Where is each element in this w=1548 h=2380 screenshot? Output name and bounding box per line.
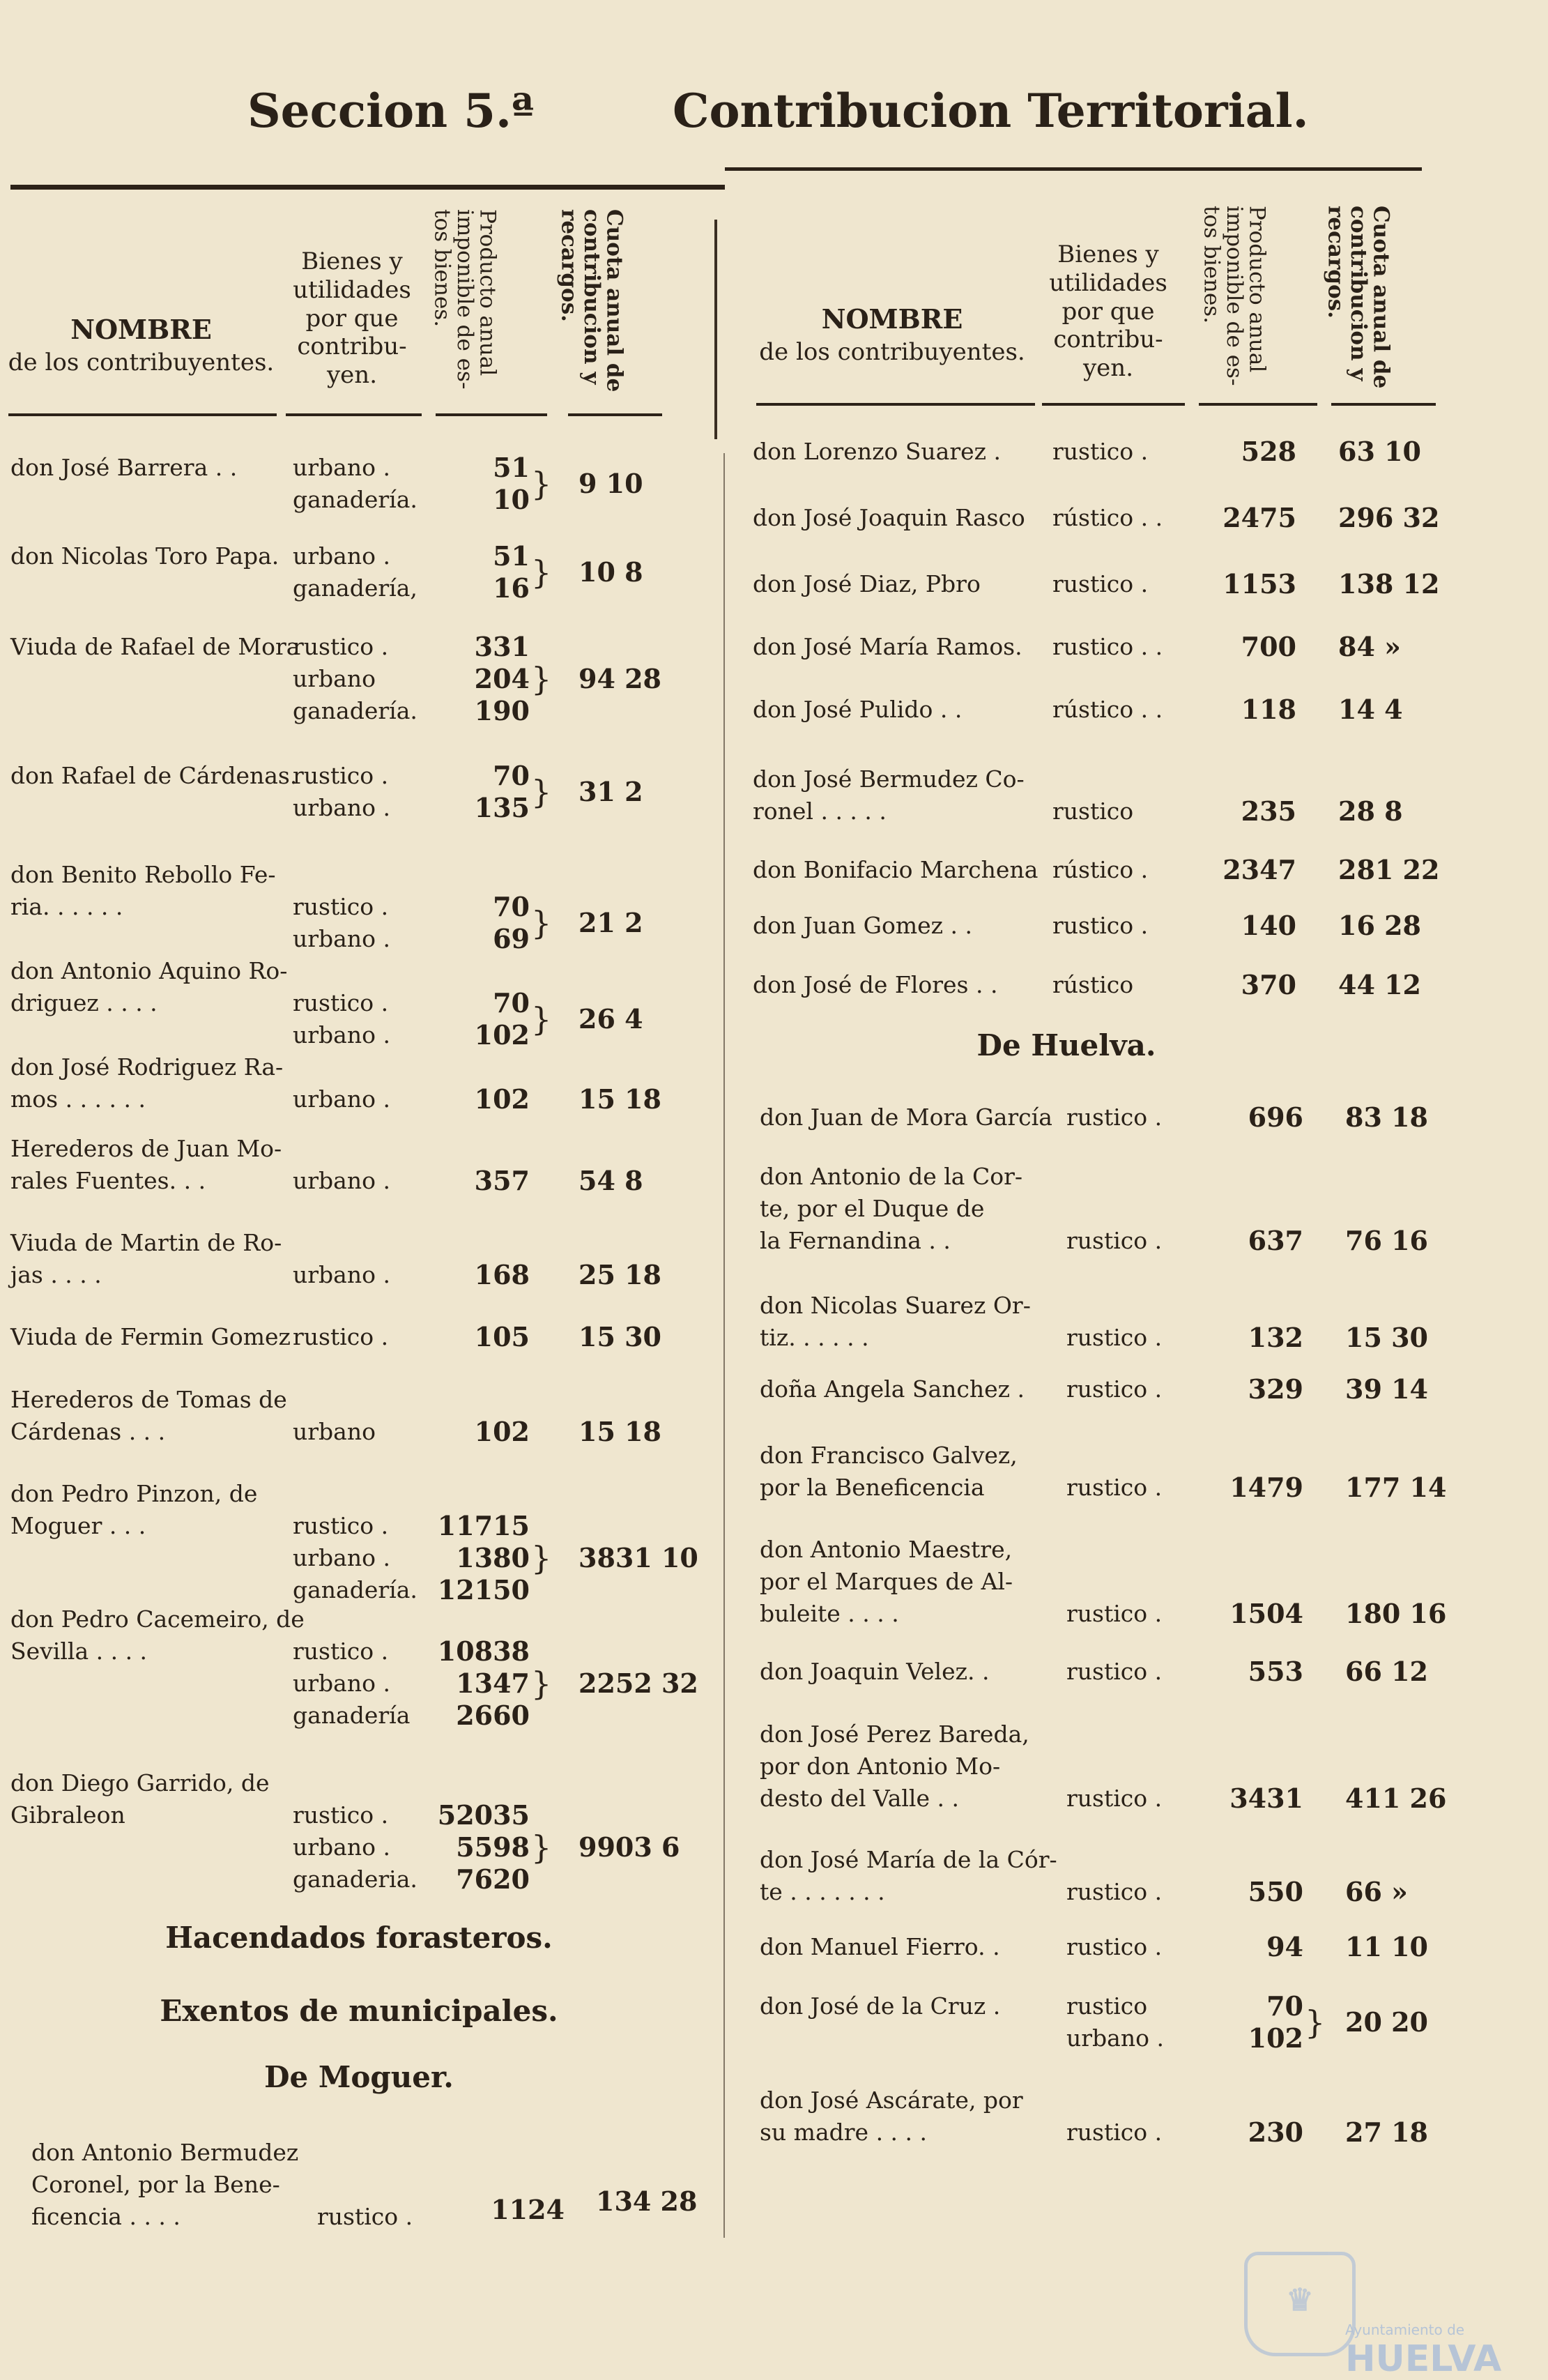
left-row-name: Viuda de Fermin Gomez	[10, 1323, 291, 1350]
left-row-producto: 51 16	[493, 540, 530, 604]
left-row-cuota: 54 8	[578, 1165, 643, 1196]
right-row-bienes: rustico	[1052, 798, 1134, 825]
left-row-cuota: 15 18	[578, 1083, 661, 1115]
right-row-producto: 528	[1241, 436, 1296, 467]
left-row-cuota: 3831 10	[578, 1542, 698, 1573]
right-row-cuota: 296 32	[1338, 502, 1440, 533]
right-row-cuota: 138 12	[1338, 568, 1440, 600]
watermark-small: Ayuntamiento de	[1345, 2321, 1465, 2338]
col-nombre-sub-right: de los contribuyentes.	[759, 338, 1025, 366]
left-row-name: don Benito Rebollo Fe- ria. . . . . .	[10, 861, 276, 920]
col-bienes: Bienes y utilidades por que contribu- yen.	[293, 247, 411, 390]
right-row-producto: 118	[1241, 694, 1296, 725]
left-row-cuota: 9903 6	[578, 1831, 680, 1863]
left-row-brace: }	[531, 773, 552, 811]
right-row2-producto: 329	[1248, 1373, 1303, 1405]
left-row-producto: 11715 1380 12150	[437, 1510, 530, 1605]
right-row2-brace: }	[1305, 2004, 1326, 2041]
right-row-bienes: rústico	[1052, 971, 1134, 998]
underline-bienes-right	[1042, 403, 1185, 406]
left-last-prod: 1124	[491, 2194, 565, 2225]
col-cuota: Cuota anual de contribucion y recargos.	[556, 209, 627, 392]
right-row2-name: don José Ascárate, por su madre . . . .	[760, 2087, 1023, 2146]
right-row2-bienes: rustico .	[1066, 1227, 1163, 1254]
right-row-name: don José Bermudez Co- ronel . . . . .	[753, 765, 1025, 825]
right-row-cuota: 281 22	[1338, 854, 1440, 885]
right-row2-name: don Manuel Fierro. .	[760, 1933, 1000, 1960]
right-row-producto: 370	[1241, 969, 1296, 1000]
right-row2-producto: 696	[1248, 1101, 1303, 1133]
right-row2-cuota: 76 16	[1345, 1225, 1428, 1256]
left-row-brace: }	[531, 465, 552, 503]
right-row-cuota: 16 28	[1338, 910, 1421, 941]
section-exentos: Exentos de municipales.	[160, 1994, 558, 2028]
right-row-cuota: 63 10	[1338, 436, 1421, 467]
left-row-name: don Nicolas Toro Papa.	[10, 542, 279, 570]
left-row-name: Herederos de Tomas de Cárdenas . . .	[10, 1386, 287, 1445]
left-row-producto: 70 135	[474, 760, 530, 823]
left-row-bienes: rustico . urbano . ganadería	[293, 1638, 411, 1729]
left-row-cuota: 26 4	[578, 1003, 643, 1035]
left-row-brace: }	[531, 660, 552, 698]
right-row-bienes: rustico . .	[1052, 633, 1163, 660]
left-row-bienes: urbano .	[293, 1167, 390, 1194]
left-row-brace: }	[531, 554, 552, 591]
left-row-name: Herederos de Juan Mo- rales Fuentes. . .	[10, 1135, 282, 1194]
right-row2-producto: 553	[1248, 1656, 1303, 1687]
left-row-bienes: urbano	[293, 1418, 376, 1445]
right-row-producto: 2347	[1223, 854, 1296, 885]
right-row2-bienes: rustico .	[1066, 1600, 1163, 1627]
right-row2-cuota: 11 10	[1345, 1931, 1428, 1962]
right-row2-name: don Nicolas Suarez Or- tiz. . . . . .	[760, 1292, 1031, 1351]
right-row2-cuota: 66 »	[1345, 1876, 1408, 1907]
left-row-cuota: 25 18	[578, 1259, 661, 1290]
center-divider-top	[714, 220, 717, 439]
right-row2-bienes: rustico .	[1066, 1658, 1163, 1685]
right-row2-producto: 132	[1248, 1322, 1303, 1353]
right-row-cuota: 28 8	[1338, 795, 1403, 827]
col-producto: Producto anual imponible de es- tos bienes.	[429, 209, 500, 390]
right-row2-cuota: 27 18	[1345, 2116, 1428, 2148]
right-row2-bienes: rustico .	[1066, 1104, 1163, 1131]
underline-producto-right	[1199, 403, 1317, 406]
right-row-name: don José Joaquin Rasco	[753, 504, 1025, 531]
left-row-bienes: rustico . urbano . ganadería.	[293, 1512, 417, 1603]
left-row-producto: 102	[474, 1083, 530, 1115]
right-row2-producto: 1479	[1229, 1472, 1303, 1503]
left-row-name: Viuda de Rafael de Mora	[10, 633, 300, 660]
left-row-brace: }	[531, 1539, 552, 1577]
right-row2-cuota: 411 26	[1345, 1783, 1447, 1814]
left-row-cuota: 15 18	[578, 1416, 661, 1447]
right-row2-bienes: rustico .	[1066, 1785, 1163, 1812]
left-row-cuota: 9 10	[578, 468, 643, 499]
left-row-producto: 52035 5598 7620	[437, 1799, 530, 1895]
right-row-cuota: 14 4	[1338, 694, 1403, 725]
right-row-name: don José Pulido . .	[753, 696, 963, 723]
col-cuota-right: Cuota anual de contribucion y recargos.	[1323, 206, 1394, 389]
underline-nombre-right	[756, 403, 1035, 406]
left-row-brace: }	[531, 1000, 552, 1038]
left-row-cuota: 94 28	[578, 663, 661, 694]
left-row-bienes: urbano . ganadería.	[293, 454, 417, 513]
right-row-name: don José Diaz, Pbro	[753, 570, 981, 597]
col-nombre-title-right: NOMBRE	[821, 303, 963, 335]
right-row-producto: 140	[1241, 910, 1296, 941]
left-row-bienes: rustico . urbano .	[293, 762, 390, 821]
right-row2-cuota: 180 16	[1345, 1598, 1447, 1629]
right-row2-producto: 1504	[1229, 1598, 1303, 1629]
col-nombre-title: NOMBRE	[70, 314, 212, 345]
right-row-name: don José de Flores . .	[753, 971, 998, 998]
left-row-brace: }	[531, 904, 552, 942]
left-row-cuota: 15 30	[578, 1321, 661, 1352]
left-row-bienes: rustico . urbano . ganaderia.	[293, 1801, 417, 1893]
left-row-name: don Antonio Aquino Ro- driguez . . . .	[10, 957, 288, 1016]
right-row2-bienes: rustico .	[1066, 1878, 1163, 1905]
col-producto-right: Producto anual imponible de es- tos bienes.	[1199, 206, 1270, 386]
right-row-bienes: rustico .	[1052, 570, 1149, 597]
right-row2-name: don José Perez Bareda, por don Antonio Mo- desto del Valle . .	[760, 1721, 1029, 1812]
right-row-bienes: rústico . .	[1052, 696, 1163, 723]
left-row-name: don Pedro Cacemeiro, de Sevilla . . . .	[10, 1605, 305, 1665]
left-row-producto: 357	[474, 1165, 530, 1196]
underline-cuota-right	[1331, 403, 1436, 406]
watermark-big: HUELVA	[1345, 2338, 1502, 2380]
left-row-bienes: rustico . urbano .	[293, 893, 390, 952]
right-row2-bienes: rustico .	[1066, 1324, 1163, 1351]
top-rule-left	[10, 185, 725, 190]
left-row-name: don Rafael de Cárdenas.	[10, 762, 298, 789]
right-row-producto: 2475	[1223, 502, 1296, 533]
left-row-cuota: 21 2	[578, 907, 643, 938]
right-row-bienes: rústico .	[1052, 856, 1149, 883]
center-divider	[723, 453, 725, 2238]
right-row2-name: doña Angela Sanchez .	[760, 1375, 1025, 1403]
right-row2-producto: 230	[1248, 2116, 1303, 2148]
underline-producto	[436, 413, 547, 416]
left-row-brace: }	[531, 1665, 552, 1702]
right-row2-cuota: 83 18	[1345, 1101, 1428, 1133]
left-row-name: Viuda de Martin de Ro- jas . . . .	[10, 1229, 282, 1288]
right-row-name: don Lorenzo Suarez .	[753, 438, 1002, 465]
left-row-cuota: 31 2	[578, 776, 643, 807]
right-row-name: don José María Ramos.	[753, 633, 1022, 660]
left-row-producto: 168	[474, 1259, 530, 1290]
top-rule-right	[725, 167, 1422, 171]
left-row-producto: 10838 1347 2660	[437, 1635, 530, 1731]
right-row-cuota: 44 12	[1338, 969, 1421, 1000]
right-row2-cuota: 66 12	[1345, 1656, 1428, 1687]
right-row2-cuota: 39 14	[1345, 1373, 1428, 1405]
col-nombre-sub: de los contribuyentes.	[8, 349, 275, 376]
col-bienes-right: Bienes y utilidades por que contribu- yen.	[1049, 241, 1167, 383]
right-row2-name: don Antonio de la Cor- te, por el Duque de la Fernandina . .	[760, 1163, 1023, 1254]
left-row-bienes: rustico . urbano .	[293, 989, 390, 1048]
right-row2-producto: 637	[1248, 1225, 1303, 1256]
right-row-name: don Juan Gomez . .	[753, 912, 973, 939]
left-last-cuota: 134 28	[596, 2186, 698, 2217]
left-row-producto: 70 102	[474, 987, 530, 1051]
left-row-bienes: rustico . urbano ganadería.	[293, 633, 417, 724]
right-row2-bienes: rustico .	[1066, 2119, 1163, 2146]
library-seal: ♛	[1244, 2252, 1356, 2356]
left-row-bienes: rustico .	[293, 1323, 389, 1350]
left-row-name: don Diego Garrido, de Gibraleon	[10, 1769, 270, 1829]
left-row-name: don José Barrera . .	[10, 454, 238, 481]
left-row-brace: }	[531, 1829, 552, 1866]
section-hacendados: Hacendados forasteros.	[165, 1921, 553, 1955]
left-row-producto: 105	[474, 1321, 530, 1352]
left-row-producto: 51 10	[493, 452, 530, 515]
left-row-bienes: urbano .	[293, 1085, 390, 1113]
underline-nombre	[8, 413, 277, 416]
right-row2-producto: 550	[1248, 1876, 1303, 1907]
right-row2-name: don José de la Cruz .	[760, 1992, 1001, 2020]
right-row-bienes: rustico .	[1052, 912, 1149, 939]
right-row-name: don Bonifacio Marchena	[753, 856, 1039, 883]
page-title: Contribucion Territorial.	[673, 84, 1309, 138]
right-row2-bienes: rustico .	[1066, 1474, 1163, 1501]
right-row2-bienes: rustico .	[1066, 1375, 1163, 1403]
left-row-producto: 70 69	[493, 891, 530, 954]
right-row2-name: don Antonio Maestre, por el Marques de Al- buleite . . . .	[760, 1536, 1013, 1627]
left-row-bienes: urbano . ganadería,	[293, 542, 417, 602]
right-row2-cuota: 15 30	[1345, 1322, 1428, 1353]
right-row2-cuota: 177 14	[1345, 1472, 1447, 1503]
left-row-cuota: 2252 32	[578, 1668, 698, 1699]
right-row-cuota: 84 »	[1338, 631, 1401, 662]
left-row-bienes: urbano .	[293, 1261, 390, 1288]
section-de-moguer: De Moguer.	[264, 2060, 454, 2094]
right-row2-bienes: rustico urbano .	[1066, 1992, 1164, 2052]
right-row2-cuota: 20 20	[1345, 2006, 1428, 2038]
library-watermark	[1345, 2321, 1501, 2380]
left-row-name: don José Rodriguez Ra- mos . . . . . .	[10, 1053, 284, 1113]
right-row-bienes: rustico .	[1052, 438, 1149, 465]
right-row2-name: don José María de la Cór- te . . . . . . .	[760, 1846, 1057, 1905]
right-row2-producto: 94	[1266, 1931, 1303, 1962]
right-row-producto: 235	[1241, 795, 1296, 827]
right-row2-name: don Francisco Galvez, por la Beneficencia	[760, 1442, 1018, 1501]
right-row-producto: 1153	[1223, 568, 1296, 600]
left-last-bienes: rustico .	[317, 2203, 413, 2230]
left-last-name: don Antonio Bermudez Coronel, por la Bene- ficencia . . . .	[31, 2139, 299, 2230]
right-row2-producto: 3431	[1229, 1783, 1303, 1814]
section-number: Seccion 5.ª	[247, 84, 535, 138]
left-row-name: don Pedro Pinzon, de Moguer . . .	[10, 1480, 258, 1539]
section-de-huelva: De Huelva.	[976, 1028, 1156, 1062]
right-row-bienes: rústico . .	[1052, 504, 1163, 531]
underline-bienes	[286, 413, 422, 416]
left-row-producto: 331 204 190	[474, 631, 530, 726]
right-row2-bienes: rustico .	[1066, 1933, 1163, 1960]
left-row-cuota: 10 8	[578, 556, 643, 588]
right-row-producto: 700	[1241, 631, 1296, 662]
left-row-producto: 102	[474, 1416, 530, 1447]
right-row2-name: don Joaquin Velez. .	[760, 1658, 990, 1685]
underline-cuota	[568, 413, 662, 416]
right-row2-producto: 70 102	[1248, 1990, 1303, 2054]
right-row2-name: don Juan de Mora García	[760, 1104, 1052, 1131]
